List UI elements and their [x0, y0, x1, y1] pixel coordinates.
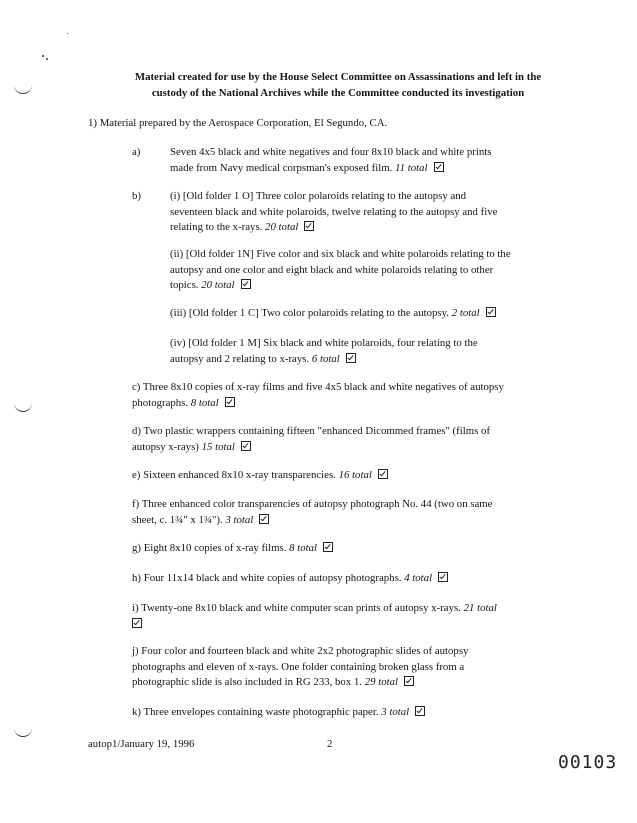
item-j-total: 29 total: [364, 676, 399, 688]
item-i-total: 21 total: [463, 602, 497, 614]
item-b-iv-line-2-text: autopsy and 2 relating to x-rays.: [170, 352, 310, 365]
item-j-line-3-text: photographic slide is also included in RG 233, box 1.: [132, 676, 363, 688]
document-stamp-number: 00103: [558, 752, 618, 773]
item-d-line-1: d) Two plastic wrappers containing fifteen "enhanced Dicommed frames" (films of: [132, 425, 491, 437]
item-b-iii-line-1-text: (iii) [Old folder 1 C] Two color polaroids relating to the autopsy.: [170, 307, 450, 319]
item-h-line-1-text: h) Four 11x14 black and white copies of autopsy photographs.: [132, 572, 402, 584]
item-d-line-2: [132, 440, 490, 456]
item-e-line-1: [132, 468, 388, 484]
item-i: [132, 601, 497, 632]
item-e-line-1-text: e) Sixteen enhanced 8x10 x-ray transparencies.: [132, 469, 336, 481]
checkbox-icon: [486, 307, 496, 317]
item-a-line-2: [170, 161, 491, 177]
checkbox-icon: [415, 706, 425, 716]
item-b-i: [170, 189, 497, 236]
item-f-line-1: f) Three enhanced color transparencies of autopsy photograph No. 44 (two on same: [132, 498, 493, 510]
item-a-label: a): [132, 146, 141, 158]
item-h: [132, 571, 448, 587]
item-d-total: 15 total: [201, 440, 235, 453]
binder-hole-mark: [14, 728, 32, 737]
checkbox-icon: [241, 279, 251, 289]
item-b-iv: [170, 336, 478, 367]
item-h-line-1: [132, 571, 448, 587]
item-k-line-1: [132, 705, 425, 721]
item-b-iii-line-1: [170, 306, 496, 322]
item-b-i-total: 20 total: [265, 221, 299, 233]
item-b-ii-line-1: (ii) [Old folder 1N] Five color and six black and white polaroids relating to the: [170, 248, 511, 260]
item-c-line-2-text: photographs.: [132, 396, 189, 409]
item-b-ii-line-2: autopsy and one color and eight black and white polaroids relating to other: [170, 263, 494, 276]
item-a-line-2-text: made from Navy medical corpsman's exposed film.: [170, 161, 393, 174]
item-f-total: 3 total: [225, 513, 254, 526]
item-e: [132, 468, 388, 484]
checkbox-icon: [259, 514, 269, 524]
checkbox-icon: [132, 618, 142, 628]
item-c-total: 8 total: [190, 396, 219, 409]
item-g: [132, 541, 333, 557]
item-i-line-1-text: i) Twenty-one 8x10 black and white computer scan prints of autopsy x-rays.: [132, 602, 461, 614]
item-f-line-2: [132, 513, 492, 529]
item-b-iii: [170, 306, 496, 322]
item-b-i-line-3-text: relating to the x-rays.: [170, 221, 263, 233]
item-b-ii-total: 20 total: [201, 279, 235, 291]
checkbox-icon: [378, 469, 388, 479]
item-b-iii-total: 2 total: [451, 307, 480, 319]
item-i-line-2: [132, 617, 497, 633]
item-d: [132, 424, 490, 455]
checkbox-icon: [225, 397, 235, 407]
item-b-iv-total: 6 total: [311, 352, 340, 365]
document-header: [88, 69, 588, 101]
checkbox-icon: [304, 221, 314, 231]
item-c-line-1: c) Three 8x10 copies of x-ray films and five 4x5 black and white negatives of autopsy: [132, 381, 504, 393]
item-b-label: b): [132, 190, 141, 202]
item-j: [132, 644, 468, 691]
item-d-line-2-text: autopsy x-rays): [132, 440, 199, 453]
scan-speck: [46, 58, 48, 60]
item-k: [132, 705, 425, 721]
checkbox-icon: [434, 162, 444, 172]
item-h-total: 4 total: [404, 572, 433, 584]
item-j-line-3: [132, 675, 468, 691]
checkbox-icon: [346, 353, 356, 363]
item-f-line-2-text: sheet, c. 1¾" x 1¾").: [132, 513, 223, 526]
item-c: [132, 380, 504, 411]
item-c-line-2: [132, 396, 504, 412]
item-a-line-1: Seven 4x5 black and white negatives and four 8x10 black and white prints: [170, 146, 492, 158]
page-number: 2: [327, 738, 333, 750]
item-b-ii-line-3: [170, 278, 511, 294]
item-b-i-line-1: (i) [Old folder 1 O] Three color polaroids relating to the autopsy and: [170, 190, 467, 202]
item-k-total: 3 total: [381, 706, 410, 718]
item-b-iv-line-2: [170, 352, 478, 368]
header-line-1: Material created for use by the House Select Committee on Assassinations and left in the: [134, 71, 542, 83]
footer-file-date: autop1/January 19, 1996: [88, 738, 195, 750]
item-b-ii: [170, 247, 511, 294]
item-b-iv-line-1: (iv) [Old folder 1 M] Six black and white polaroids, four relating to the: [170, 337, 478, 349]
binder-hole-mark: [14, 403, 32, 412]
checkbox-icon: [323, 542, 333, 552]
item-f: [132, 497, 492, 528]
item-b-i-line-2: seventeen black and white polaroids, twelve relating to the autopsy and five: [170, 205, 498, 218]
section-title: 1) Material prepared by the Aerospace Corporation, El Segundo, CA.: [88, 117, 388, 129]
item-j-line-1: j) Four color and fourteen black and white 2x2 photographic slides of autopsy: [132, 645, 469, 657]
binder-hole-mark: [14, 85, 32, 94]
item-e-total: 16 total: [338, 469, 372, 481]
checkbox-icon: [438, 572, 448, 582]
checkbox-icon: [404, 676, 414, 686]
item-b-ii-line-3-text: topics.: [170, 279, 199, 291]
checkbox-icon: [241, 441, 251, 451]
item-k-line-1-text: k) Three envelopes containing waste photographic paper.: [132, 706, 379, 718]
scan-speck: [42, 55, 44, 57]
item-g-line-1: [132, 541, 333, 557]
item-a: [170, 145, 491, 176]
item-g-total: 8 total: [289, 542, 318, 554]
item-b-i-line-3: [170, 220, 497, 236]
item-i-line-1: [132, 601, 497, 617]
item-a-total: 11 total: [395, 161, 428, 174]
item-g-line-1-text: g) Eight 8x10 copies of x-ray films.: [132, 542, 287, 554]
header-line-2: custody of the National Archives while the Committee conducted its investigation: [151, 87, 525, 99]
item-j-line-2: photographs and eleven of x-rays. One folder containing broken glass from a: [132, 660, 465, 673]
scan-speck: [67, 33, 68, 34]
